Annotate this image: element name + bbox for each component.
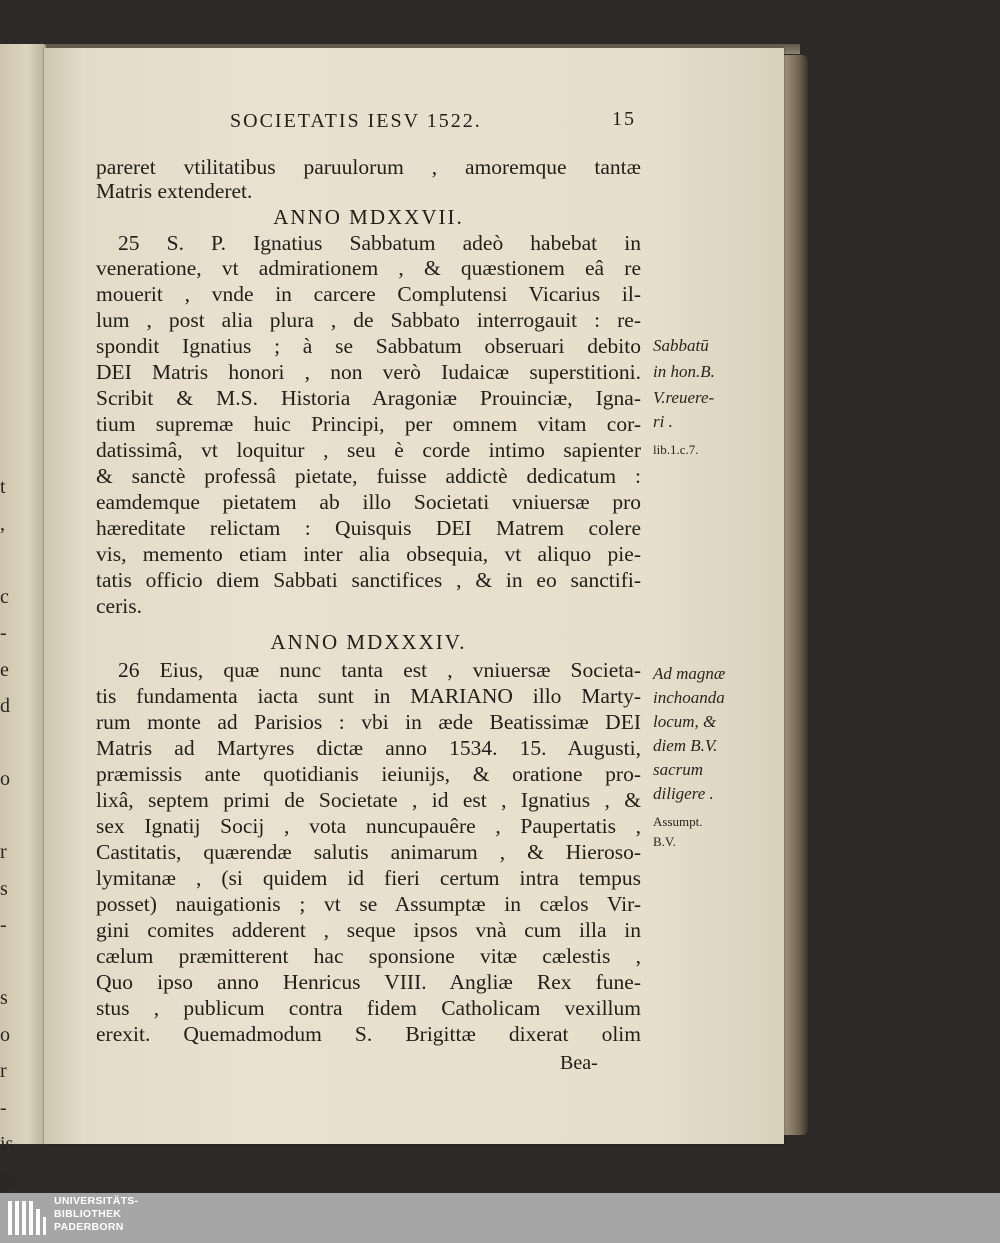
text-line-4: 25 S. P. Ignatius Sabbatum adeò habebat in <box>118 231 641 255</box>
left-edge-char: is <box>0 1169 14 1192</box>
left-edge-char: c <box>0 585 9 608</box>
library-logo-text <box>54 1195 138 1234</box>
text-line-12: datissimâ, vt loquitur , seu è corde intimo sapienter <box>96 438 641 462</box>
text-line-25: lixâ, septem primi de Societate , id est , Ignatius , & <box>96 788 641 812</box>
left-page <box>0 44 46 1192</box>
text-line-15: hæreditate relictam : Quisquis DEI Matrem colere <box>96 516 641 540</box>
margin-note-6: Ad magnæ <box>653 664 726 683</box>
left-edge-char: t <box>0 476 6 498</box>
left-edge-char: s <box>0 987 8 1009</box>
margin-note-8: locum, & <box>653 712 717 731</box>
text-line-32: Quo ipso anno Henricus VIII. Angliæ Rex fune- <box>96 970 641 994</box>
margin-note-10: sacrum <box>653 760 704 779</box>
left-edge-char <box>0 798 14 835</box>
left-edge-char: o <box>0 1023 10 1046</box>
text-line-10: Scribit & M.S. Historia Aragoniæ Prouinciæ, Igna- <box>96 386 641 410</box>
text-line-20: 26 Eius, quæ nunc tanta est , vniuersæ Societa- <box>118 658 641 682</box>
margin-note-4: ri . <box>653 412 673 431</box>
logo-line-1: UNIVERSITÄTS- <box>54 1195 139 1207</box>
text-line-29: posset) nauigationis ; vt se Assumptæ in cælos Vir- <box>96 892 641 916</box>
text-line-2: Matris extenderet. <box>96 179 253 203</box>
text-line-26: sex Ignatij Socij , vota nuncupauêre , Paupertatis , <box>96 814 641 838</box>
left-edge-char <box>0 542 14 579</box>
margin-note-13: B.V. <box>653 834 676 849</box>
margin-note-2: in hon.B. <box>653 362 715 381</box>
left-edge-char: - <box>0 1096 7 1119</box>
text-line-17: tatis officio diem Sabbati sanctifices , & in eo sanctifi- <box>96 568 641 592</box>
text-line-14: eamdemque pietatem ab illo Societati vniuersæ pro <box>96 490 641 514</box>
text-line-13: & sanctè professâ pietate, fuisse addictè dedicatum : <box>96 464 641 488</box>
text-line-31: cælum præmitterent hac sponsione vitæ cælestis , <box>96 944 641 968</box>
left-edge-char <box>0 396 14 433</box>
left-edge-char <box>0 250 14 287</box>
margin-note-1: Sabbatū <box>653 336 709 355</box>
text-line-24: præmissis ante quotidianis ieiunijs, & oratione pro- <box>96 762 641 786</box>
margin-note-3: V.reuere- <box>653 388 715 407</box>
text-line-30: gini comites adderent , seque ipsos vnà cum illa in <box>96 918 641 942</box>
text-line-27: Castitatis, quærendæ salutis animarum , & Hieroso- <box>96 840 641 864</box>
running-head: SOCIETATIS IESV 1522. <box>230 110 482 132</box>
page-block-edges <box>780 55 808 1135</box>
text-line-6: mouerit , vnde in carcere Complutensi Vicarius il- <box>96 282 641 306</box>
left-edge-char <box>0 433 14 470</box>
logo-line-2: BIBLIOTHEK <box>54 1208 122 1220</box>
left-edge-char: d <box>0 695 10 717</box>
page-number: 15 <box>612 108 636 130</box>
left-edge-char: r <box>0 1060 7 1082</box>
left-edge-char: - <box>0 622 7 644</box>
margin-note-5: lib.1.c.7. <box>653 442 699 457</box>
section-heading-1534: ANNO MDXXXIV. <box>270 630 467 654</box>
left-edge-char <box>0 287 14 324</box>
margin-note-9: diem B.V. <box>653 736 718 755</box>
text-line-21: tis fundamenta iacta sunt in MARIANO illo Marty- <box>96 684 641 708</box>
left-edge-char <box>0 360 14 397</box>
text-line-9: DEI Matris honori , non verò Iudaicæ superstitioni. <box>96 360 641 384</box>
left-edge-char: s <box>0 877 8 900</box>
left-edge-char <box>0 177 14 214</box>
library-footer <box>0 1193 1000 1243</box>
left-edge-char <box>0 104 14 141</box>
left-edge-char <box>0 141 14 178</box>
left-edge-char: is <box>0 1133 14 1155</box>
logo-line-3: PADERBORN <box>54 1221 124 1233</box>
left-edge-char <box>0 944 14 981</box>
left-page-edge-text <box>0 104 14 1193</box>
text-line-5: veneratione, vt admirationem , & quæstionem eâ re <box>96 256 641 280</box>
text-line-16: vis, memento etiam inter alia obsequia, vt aliquo pie- <box>96 542 641 566</box>
left-edge-char: r <box>0 841 7 863</box>
text-line-8: spondit Ignatius ; à se Sabbatum obseruari debito <box>96 334 641 358</box>
text-line-33: stus , publicum contra fidem Catholicam vexillum <box>96 996 641 1020</box>
text-line-11: tium supremæ huic Principi, per omnem vitam cor- <box>96 412 641 436</box>
text-line-28: lymitanæ , (si quidem id fieri certum intra tempus <box>96 866 641 890</box>
text-line-34: erexit. Quemadmodum S. Brigittæ dixerat olim <box>96 1022 641 1046</box>
left-edge-char: - <box>0 914 7 936</box>
catchword: Bea- <box>560 1052 598 1074</box>
text-line-22: rum monte ad Parisios : vbi in æde Beatissimæ DEI <box>96 710 641 734</box>
text-line-1: pareret vtilitatibus paruulorum , amoremque tantæ <box>96 155 641 179</box>
margin-note-12: Assumpt. <box>653 814 703 829</box>
text-line-23: Matris ad Martyres dictæ anno 1534. 15. Augusti, <box>96 736 641 760</box>
left-edge-char <box>0 725 14 762</box>
margin-note-11: diligere . <box>653 784 714 803</box>
library-logo-icon <box>8 1201 46 1235</box>
section-heading-1527: ANNO MDXXVII. <box>273 205 464 229</box>
text-line-7: lum , post alia plura , de Sabbato interrogauit : re- <box>96 308 641 332</box>
text-line-18: ceris. <box>96 594 142 618</box>
left-edge-char <box>0 214 14 251</box>
left-edge-char: e <box>0 658 9 681</box>
margin-note-7: inchoanda <box>653 688 725 707</box>
left-edge-char: , <box>0 512 5 535</box>
left-edge-char: o <box>0 768 10 790</box>
left-edge-char <box>0 323 14 360</box>
